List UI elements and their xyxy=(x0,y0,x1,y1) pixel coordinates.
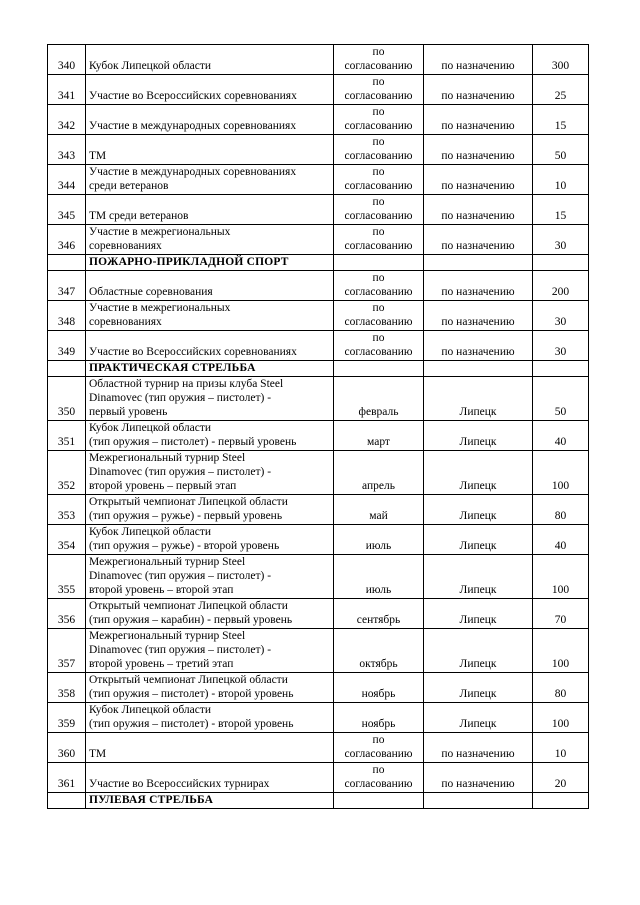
date-cell-line: согласованию xyxy=(344,180,413,192)
row-number-cell xyxy=(48,255,86,271)
date-cell-line: по xyxy=(372,332,385,344)
table-row xyxy=(48,45,589,75)
count-cell: 100 xyxy=(533,629,589,673)
date-cell xyxy=(334,75,424,105)
table-row xyxy=(48,451,589,495)
row-number-cell: 341 xyxy=(48,75,86,105)
place-cell: по назначению xyxy=(424,135,533,165)
row-number-cell: 361 xyxy=(48,763,86,793)
date-cell-line: согласованию xyxy=(344,748,413,760)
section-title-cell-line: ПУЛЕВАЯ СТРЕЛЬБА xyxy=(89,794,214,806)
event-name-cell xyxy=(86,599,334,629)
date-cell xyxy=(334,629,424,673)
table-row xyxy=(48,377,589,421)
place-cell: Липецк xyxy=(424,377,533,421)
table-row xyxy=(48,421,589,451)
event-name-cell xyxy=(86,673,334,703)
place-cell: по назначению xyxy=(424,225,533,255)
row-number-cell: 346 xyxy=(48,225,86,255)
place-cell xyxy=(424,793,533,809)
event-name-cell-line: Открытый чемпионат Липецкой области xyxy=(89,496,288,508)
row-number-cell: 360 xyxy=(48,733,86,763)
row-number-cell xyxy=(48,361,86,377)
date-cell xyxy=(334,45,424,75)
table-row xyxy=(48,331,589,361)
date-cell-line: ноябрь xyxy=(361,688,396,700)
event-name-cell-line: Dinamovec (тип оружия – пистолет) - xyxy=(89,392,272,404)
table-row xyxy=(48,75,589,105)
place-cell: Липецк xyxy=(424,495,533,525)
row-number-cell: 359 xyxy=(48,703,86,733)
date-cell-line: по xyxy=(372,196,385,208)
count-cell: 50 xyxy=(533,135,589,165)
event-name-cell-line: Участие во Всероссийских соревнованиях xyxy=(89,346,297,358)
date-cell-line: согласованию xyxy=(344,60,413,72)
place-cell: по назначению xyxy=(424,75,533,105)
event-name-cell-line: (тип оружия – пистолет) - второй уровень xyxy=(89,688,294,700)
place-cell: Липецк xyxy=(424,673,533,703)
date-cell xyxy=(334,255,424,271)
date-cell-line: по xyxy=(372,166,385,178)
count-cell: 100 xyxy=(533,451,589,495)
date-cell-line: март xyxy=(367,436,390,448)
event-name-cell xyxy=(86,195,334,225)
date-cell-line: согласованию xyxy=(344,346,413,358)
date-cell-line: по xyxy=(372,46,385,58)
count-cell: 25 xyxy=(533,75,589,105)
events-table-body xyxy=(48,45,589,809)
event-name-cell xyxy=(86,75,334,105)
place-cell: Липецк xyxy=(424,703,533,733)
date-cell-line: согласованию xyxy=(344,150,413,162)
date-cell xyxy=(334,165,424,195)
date-cell-line: по xyxy=(372,764,385,776)
event-name-cell xyxy=(86,105,334,135)
table-row xyxy=(48,555,589,599)
event-name-cell xyxy=(86,555,334,599)
date-cell xyxy=(334,105,424,135)
row-number-cell: 350 xyxy=(48,377,86,421)
event-name-cell xyxy=(86,377,334,421)
count-cell: 100 xyxy=(533,703,589,733)
event-name-cell-line: Межрегиональный турнир Steel xyxy=(89,452,246,464)
date-cell-line: согласованию xyxy=(344,316,413,328)
table-row xyxy=(48,135,589,165)
table-row xyxy=(48,703,589,733)
date-cell xyxy=(334,361,424,377)
table-row xyxy=(48,165,589,195)
event-name-cell-line: Участие в международных соревнованиях xyxy=(89,120,297,132)
event-name-cell xyxy=(86,495,334,525)
place-cell: Липецк xyxy=(424,629,533,673)
date-cell-line: июль xyxy=(365,540,392,552)
date-cell-line: сентябрь xyxy=(356,614,401,626)
date-cell xyxy=(334,555,424,599)
date-cell xyxy=(334,525,424,555)
count-cell: 50 xyxy=(533,377,589,421)
event-name-cell xyxy=(86,45,334,75)
date-cell xyxy=(334,793,424,809)
date-cell xyxy=(334,599,424,629)
section-row xyxy=(48,255,589,271)
table-row xyxy=(48,225,589,255)
date-cell-line: по xyxy=(372,76,385,88)
table-row xyxy=(48,599,589,629)
table-row xyxy=(48,271,589,301)
count-cell: 15 xyxy=(533,105,589,135)
section-title-cell xyxy=(86,255,334,271)
date-cell-line: октябрь xyxy=(359,658,398,670)
event-name-cell-line: Участие в международных соревнованиях xyxy=(89,166,297,178)
event-name-cell-line: ТМ среди ветеранов xyxy=(89,210,189,222)
section-title-cell-line: ПРАКТИЧЕСКАЯ СТРЕЛЬБА xyxy=(89,362,256,374)
row-number-cell: 342 xyxy=(48,105,86,135)
row-number-cell: 349 xyxy=(48,331,86,361)
row-number-cell: 344 xyxy=(48,165,86,195)
event-name-cell-line: (тип оружия – пистолет) - первый уровень xyxy=(89,436,297,448)
row-number-cell: 340 xyxy=(48,45,86,75)
event-name-cell xyxy=(86,451,334,495)
date-cell-line: по xyxy=(372,272,385,284)
event-name-cell-line: (тип оружия – ружье) - первый уровень xyxy=(89,510,283,522)
place-cell: по назначению xyxy=(424,733,533,763)
event-name-cell-line: Dinamovec (тип оружия – пистолет) - xyxy=(89,644,272,656)
table-row xyxy=(48,673,589,703)
count-cell xyxy=(533,255,589,271)
date-cell xyxy=(334,673,424,703)
event-name-cell-line: Участие в межрегиональных xyxy=(89,226,231,238)
row-number-cell: 357 xyxy=(48,629,86,673)
event-name-cell xyxy=(86,135,334,165)
event-name-cell-line: соревнованиях xyxy=(89,240,162,252)
count-cell: 40 xyxy=(533,525,589,555)
row-number-cell xyxy=(48,793,86,809)
event-name-cell-line: Участие во Всероссийских турнирах xyxy=(89,778,270,790)
row-number-cell: 356 xyxy=(48,599,86,629)
date-cell-line: февраль xyxy=(358,406,399,418)
date-cell-line: по xyxy=(372,106,385,118)
event-name-cell-line: Областные соревнования xyxy=(89,286,213,298)
place-cell: по назначению xyxy=(424,105,533,135)
row-number-cell: 353 xyxy=(48,495,86,525)
row-number-cell: 348 xyxy=(48,301,86,331)
event-name-cell-line: Dinamovec (тип оружия – пистолет) - xyxy=(89,570,272,582)
table-row xyxy=(48,195,589,225)
count-cell: 200 xyxy=(533,271,589,301)
date-cell-line: апрель xyxy=(362,480,395,492)
date-cell-line: согласованию xyxy=(344,90,413,102)
place-cell: по назначению xyxy=(424,301,533,331)
count-cell: 30 xyxy=(533,331,589,361)
event-name-cell xyxy=(86,733,334,763)
date-cell xyxy=(334,225,424,255)
event-name-cell-line: Кубок Липецкой области xyxy=(89,526,212,538)
event-name-cell-line: второй уровень – первый этап xyxy=(89,480,237,492)
date-cell-line: май xyxy=(369,510,388,522)
event-name-cell-line: (тип оружия – пистолет) - второй уровень xyxy=(89,718,294,730)
event-name-cell xyxy=(86,421,334,451)
place-cell xyxy=(424,361,533,377)
count-cell: 80 xyxy=(533,495,589,525)
section-row xyxy=(48,793,589,809)
section-row xyxy=(48,361,589,377)
event-name-cell xyxy=(86,331,334,361)
event-name-cell-line: Открытый чемпионат Липецкой области xyxy=(89,674,288,686)
section-title-cell xyxy=(86,361,334,377)
date-cell-line: по xyxy=(372,734,385,746)
date-cell-line: по xyxy=(372,226,385,238)
date-cell xyxy=(334,377,424,421)
event-name-cell-line: Межрегиональный турнир Steel xyxy=(89,630,246,642)
place-cell: по назначению xyxy=(424,331,533,361)
event-name-cell xyxy=(86,703,334,733)
place-cell: по назначению xyxy=(424,195,533,225)
place-cell xyxy=(424,255,533,271)
events-table xyxy=(47,44,589,809)
event-name-cell xyxy=(86,225,334,255)
date-cell-line: согласованию xyxy=(344,778,413,790)
count-cell: 40 xyxy=(533,421,589,451)
section-title-cell-line: ПОЖАРНО-ПРИКЛАДНОЙ СПОРТ xyxy=(89,256,289,268)
count-cell: 80 xyxy=(533,673,589,703)
place-cell: по назначению xyxy=(424,45,533,75)
date-cell xyxy=(334,495,424,525)
date-cell-line: согласованию xyxy=(344,286,413,298)
event-name-cell xyxy=(86,629,334,673)
place-cell: Липецк xyxy=(424,555,533,599)
event-name-cell-line: первый уровень xyxy=(89,406,168,418)
event-name-cell-line: Открытый чемпионат Липецкой области xyxy=(89,600,288,612)
date-cell xyxy=(334,135,424,165)
place-cell: Липецк xyxy=(424,421,533,451)
count-cell: 30 xyxy=(533,301,589,331)
count-cell: 10 xyxy=(533,733,589,763)
date-cell xyxy=(334,451,424,495)
count-cell: 300 xyxy=(533,45,589,75)
date-cell-line: по xyxy=(372,136,385,148)
date-cell-line: согласованию xyxy=(344,120,413,132)
count-cell: 100 xyxy=(533,555,589,599)
event-name-cell-line: ТМ xyxy=(89,748,107,760)
event-name-cell-line: второй уровень – второй этап xyxy=(89,584,234,596)
table-row xyxy=(48,301,589,331)
date-cell xyxy=(334,763,424,793)
place-cell: Липецк xyxy=(424,599,533,629)
section-title-cell xyxy=(86,793,334,809)
row-number-cell: 352 xyxy=(48,451,86,495)
date-cell-line: согласованию xyxy=(344,210,413,222)
row-number-cell: 358 xyxy=(48,673,86,703)
event-name-cell-line: Участие в межрегиональных xyxy=(89,302,231,314)
event-name-cell-line: Областной турнир на призы клуба Steel xyxy=(89,378,284,390)
table-row xyxy=(48,105,589,135)
table-row xyxy=(48,629,589,673)
count-cell: 30 xyxy=(533,225,589,255)
date-cell xyxy=(334,271,424,301)
event-name-cell-line: Кубок Липецкой области xyxy=(89,422,212,434)
row-number-cell: 347 xyxy=(48,271,86,301)
count-cell: 15 xyxy=(533,195,589,225)
event-name-cell xyxy=(86,165,334,195)
date-cell xyxy=(334,421,424,451)
event-name-cell-line: ТМ xyxy=(89,150,107,162)
date-cell xyxy=(334,195,424,225)
place-cell: Липецк xyxy=(424,451,533,495)
date-cell-line: ноябрь xyxy=(361,718,396,730)
event-name-cell-line: Участие во Всероссийских соревнованиях xyxy=(89,90,297,102)
count-cell xyxy=(533,793,589,809)
table-row xyxy=(48,495,589,525)
row-number-cell: 343 xyxy=(48,135,86,165)
row-number-cell: 354 xyxy=(48,525,86,555)
date-cell xyxy=(334,331,424,361)
event-name-cell-line: (тип оружия – ружье) - второй уровень xyxy=(89,540,280,552)
event-name-cell-line: (тип оружия – карабин) - первый уровень xyxy=(89,614,293,626)
event-name-cell xyxy=(86,525,334,555)
event-name-cell-line: Межрегиональный турнир Steel xyxy=(89,556,246,568)
row-number-cell: 345 xyxy=(48,195,86,225)
date-cell-line: июль xyxy=(365,584,392,596)
event-name-cell-line: среди ветеранов xyxy=(89,180,169,192)
event-name-cell xyxy=(86,763,334,793)
place-cell: по назначению xyxy=(424,165,533,195)
event-name-cell-line: соревнованиях xyxy=(89,316,162,328)
date-cell-line: согласованию xyxy=(344,240,413,252)
event-name-cell-line: второй уровень – третий этап xyxy=(89,658,234,670)
table-row xyxy=(48,525,589,555)
row-number-cell: 351 xyxy=(48,421,86,451)
place-cell: Липецк xyxy=(424,525,533,555)
count-cell: 10 xyxy=(533,165,589,195)
date-cell xyxy=(334,301,424,331)
event-name-cell-line: Dinamovec (тип оружия – пистолет) - xyxy=(89,466,272,478)
count-cell: 70 xyxy=(533,599,589,629)
count-cell xyxy=(533,361,589,377)
place-cell: по назначению xyxy=(424,271,533,301)
event-name-cell xyxy=(86,301,334,331)
table-row xyxy=(48,763,589,793)
count-cell: 20 xyxy=(533,763,589,793)
event-name-cell xyxy=(86,271,334,301)
event-name-cell-line: Кубок Липецкой области xyxy=(89,704,212,716)
row-number-cell: 355 xyxy=(48,555,86,599)
place-cell: по назначению xyxy=(424,763,533,793)
event-name-cell-line: Кубок Липецкой области xyxy=(89,60,212,72)
table-row xyxy=(48,733,589,763)
date-cell xyxy=(334,703,424,733)
date-cell-line: по xyxy=(372,302,385,314)
date-cell xyxy=(334,733,424,763)
